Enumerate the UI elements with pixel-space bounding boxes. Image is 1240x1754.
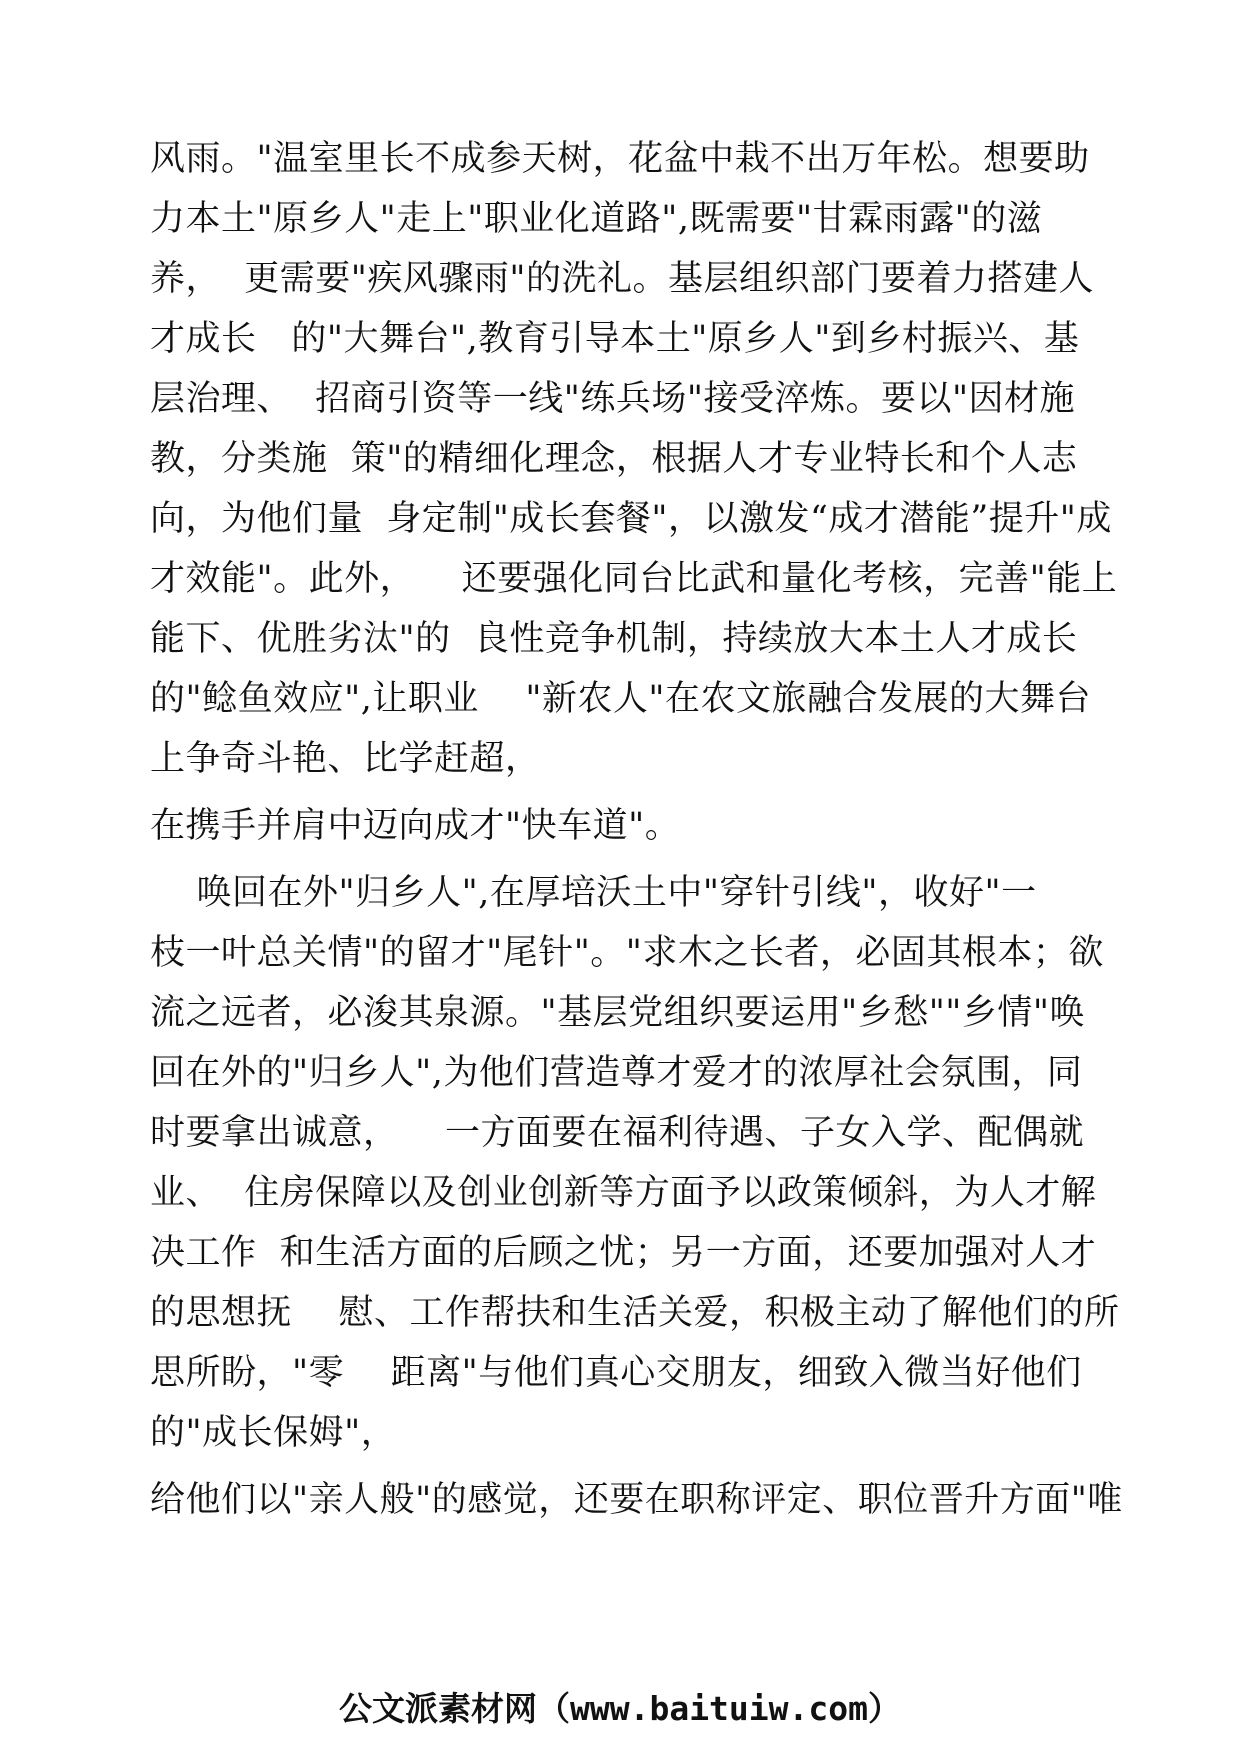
text-line: 的"成长保姆"，	[150, 1413, 397, 1453]
text-line: 枝一叶总关情"的留才"尾针"。"求木之长者，必固其根本；欲	[150, 933, 1104, 973]
text-line: 的思想抚 慰、工作帮扶和生活关爱，积极主动了解他们的所	[150, 1293, 1120, 1333]
text-line: 唤回在外"归乡人",在厚培沃土中"穿针引线"，收好"一	[150, 873, 1037, 913]
text-line: 回在外的"归乡人",为他们营造尊才爱才的浓厚社会氛围，同	[150, 1053, 1083, 1093]
text-line: 才成长 的"大舞台",教育引导本土"原乡人"到乡村振兴、基	[150, 319, 1080, 359]
text-line: 力本土"原乡人"走上"职业化道路",既需要"甘霖雨露"的滋	[150, 199, 1043, 239]
text-line: 风雨。"温室里长不成参天树，花盆中栽不出万年松。想要助	[150, 139, 1090, 179]
text-line: 教，分类施 策"的精细化理念，根据人才专业特长和个人志	[150, 439, 1078, 479]
text-line: 上争奇斗艳、比学赶超，	[150, 739, 541, 779]
text-line: 时要拿出诚意， 一方面要在福利待遇、子女入学、配偶就	[150, 1113, 1085, 1153]
text-line: 在携手并肩中迈向成才"快车道"。	[150, 806, 681, 846]
text-line: 业、 住房保障以及创业创新等方面予以政策倾斜，为人才解	[150, 1173, 1097, 1213]
text-line: 流之远者，必浚其泉源。"基层党组织要运用"乡愁""乡情"唤	[150, 993, 1085, 1033]
page-footer: 公文派素材网（www.baituiw.com）	[338, 1689, 901, 1728]
text-line: 给他们以"亲人般"的感觉，还要在职称评定、职位晋升方面"唯	[150, 1480, 1123, 1520]
text-line: 决工作 和生活方面的后顾之忧；另一方面，还要加强对人才	[150, 1233, 1097, 1273]
text-line: 才效能"。此外， 还要强化同台比武和量化考核，完善"能上	[150, 559, 1118, 599]
text-line: 层治理、 招商引资等一线"练兵场"接受淬炼。要以"因材施	[150, 379, 1076, 419]
text-line: 向，为他们量 身定制"成长套餐"，以激发“成才潜能”提升"成	[150, 499, 1112, 539]
text-line: 能下、优胜劣汰"的 良性竞争机制，持续放大本土人才成长	[150, 619, 1078, 659]
text-line: 的"鲶鱼效应",让职业 "新农人"在农文旅融合发展的大舞台	[150, 679, 1092, 719]
text-line: 养， 更需要"疾风骤雨"的洗礼。基层组织部门要着力搭建人	[150, 259, 1094, 299]
text-line: 思所盼，"零 距离"与他们真心交朋友，细致入微当好他们	[150, 1353, 1082, 1393]
